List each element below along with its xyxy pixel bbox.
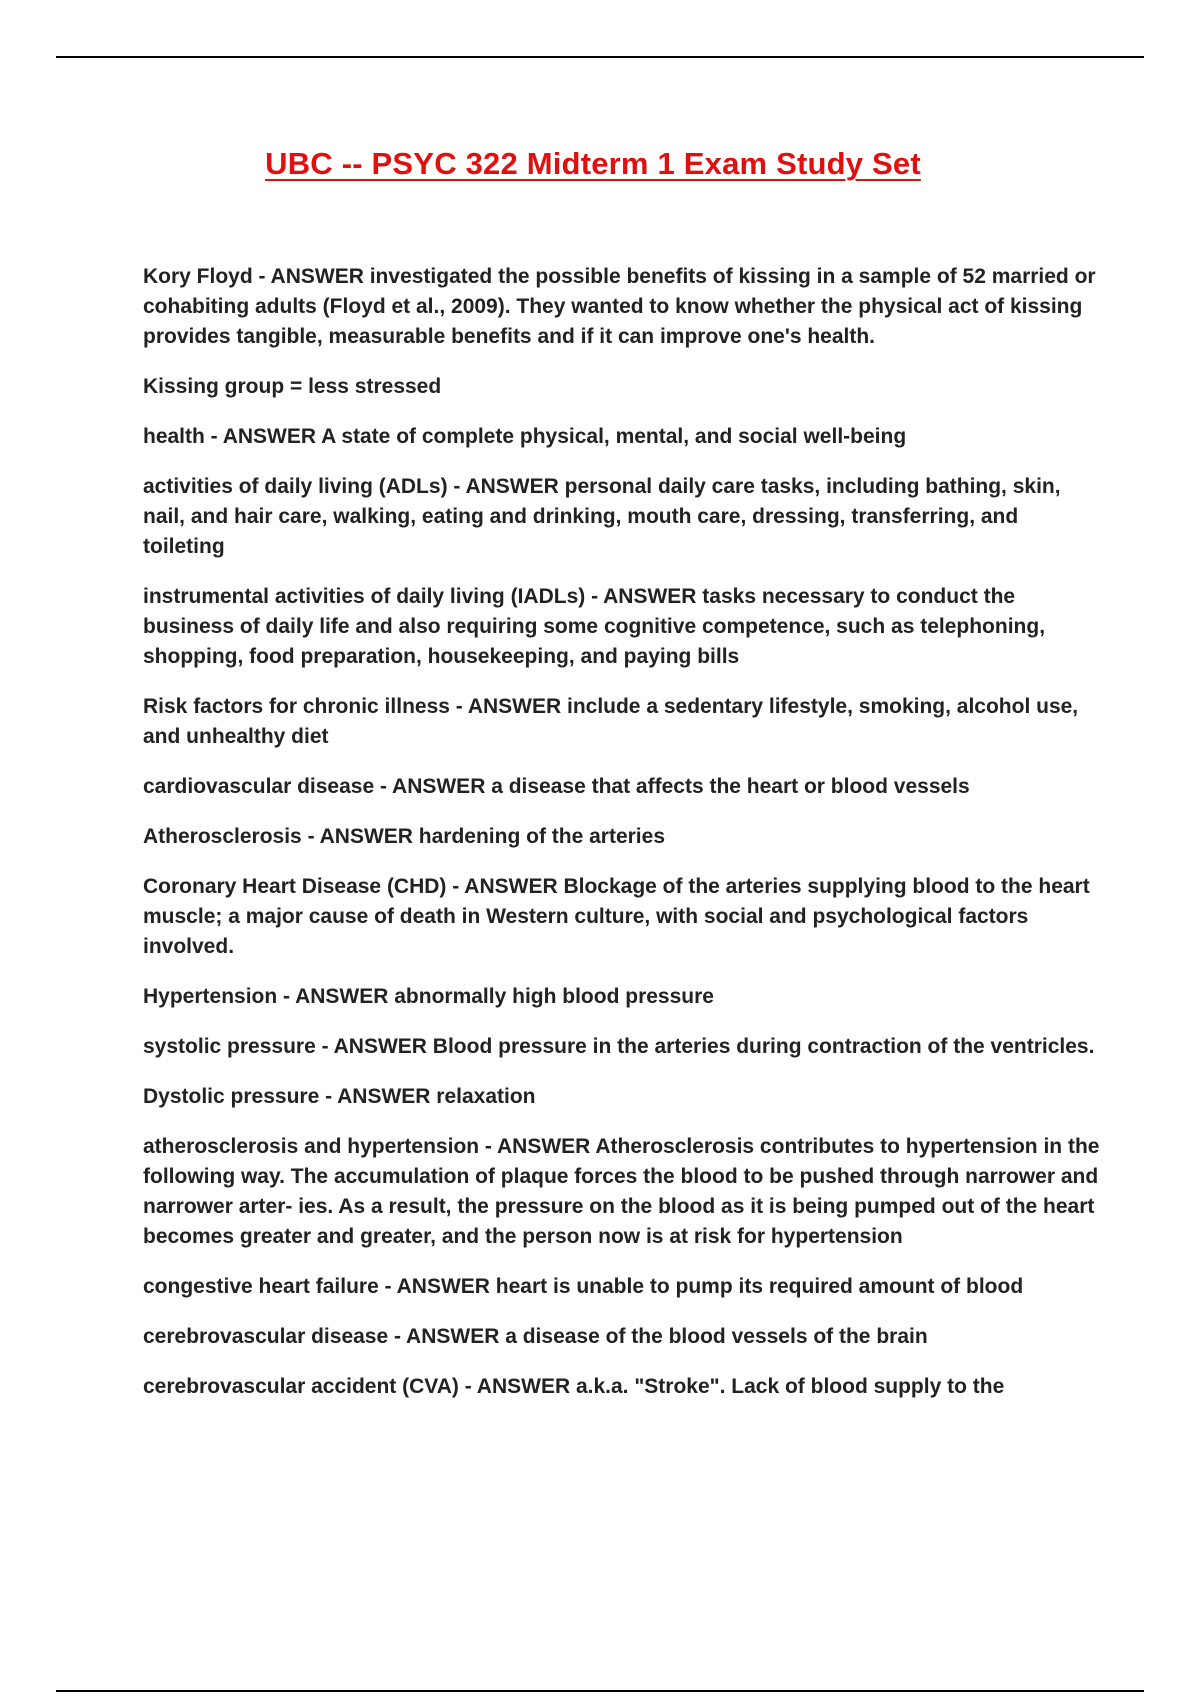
entry-cerebrovascular-disease: cerebrovascular disease - ANSWER a disease of the blood vessels of the brain <box>143 1325 928 1348</box>
entry-cardiovascular-disease: cardiovascular disease - ANSWER a disease that affects the heart or blood vessels <box>143 775 970 798</box>
entry-dystolic-pressure: Dystolic pressure - ANSWER relaxation <box>143 1085 536 1108</box>
document-title-text: UBC -- PSYC 322 Midterm 1 Exam Study Set <box>265 146 921 181</box>
document-title <box>0 146 1200 182</box>
entry-cva: cerebrovascular accident (CVA) - ANSWER a.k.a. "Stroke". Lack of blood supply to the <box>143 1375 1005 1398</box>
entry-systolic-pressure: systolic pressure - ANSWER Blood pressure in the arteries during contraction of the ventricles. <box>143 1035 1095 1058</box>
entry-adls: activities of daily living (ADLs) - ANSWER personal daily care tasks, including bathing, skin, nail, and hair care, walking, eating and drinking, mouth care, dressing, transferring, and toileting <box>143 475 1061 558</box>
entry-health: health - ANSWER A state of complete physical, mental, and social well-being <box>143 425 907 448</box>
entry-congestive-heart-failure: congestive heart failure - ANSWER heart is unable to pump its required amount of blood <box>143 1275 1024 1298</box>
entry-iadls: instrumental activities of daily living (IADLs) - ANSWER tasks necessary to conduct the business of daily life and also requiring some cognitive competence, such as telephoning, shopping, food preparation, housekeeping, and paying bills <box>143 585 1046 668</box>
entry-hypertension: Hypertension - ANSWER abnormally high blood pressure <box>143 985 714 1008</box>
header-rule <box>56 56 1144 58</box>
entry-atherosclerosis: Atherosclerosis - ANSWER hardening of the arteries <box>143 825 665 848</box>
entry-risk-factors: Risk factors for chronic illness - ANSWER include a sedentary lifestyle, smoking, alcohol use, and unhealthy diet <box>143 695 1079 748</box>
study-set-body <box>143 262 1103 1422</box>
entry-chd: Coronary Heart Disease (CHD) - ANSWER Blockage of the arteries supplying blood to the heart muscle; a major cause of death in Western culture, with social and psychological factors involved. <box>143 875 1090 958</box>
entry-atherosclerosis-and-hypertension: atherosclerosis and hypertension - ANSWER Atherosclerosis contributes to hypertension in the following way. The accumulation of plaque forces the blood to be pushed through narrower and narrower arter- ies. As a result, the pressure on the blood as it is being pumped out of the heart becomes greater and greater, and the person now is at risk for hypertension <box>143 1135 1100 1248</box>
entry-kissing-group: Kissing group = less stressed <box>143 375 442 398</box>
entry-kory-floyd: Kory Floyd - ANSWER investigated the possible benefits of kissing in a sample of 52 married or cohabiting adults (Floyd et al., 2009). They wanted to know whether the physical act of kissing provides tangible, measurable benefits and if it can improve one's health. <box>143 265 1096 348</box>
footer-rule <box>56 1690 1144 1692</box>
